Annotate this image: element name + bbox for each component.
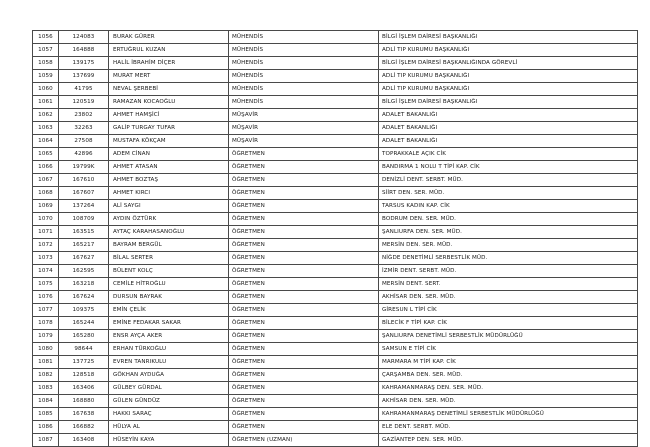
- full-name-cell: HAKKI SARAÇ: [109, 408, 229, 421]
- row-number-cell: 1064: [33, 135, 59, 148]
- job-title-cell: ÖĞRETMEN (UZMAN): [229, 434, 379, 447]
- job-title-cell: ÖĞRETMEN: [229, 421, 379, 434]
- registry-number-cell: 137725: [59, 356, 109, 369]
- row-number-cell: 1057: [33, 44, 59, 57]
- job-title-cell: ÖĞRETMEN: [229, 408, 379, 421]
- registry-number-cell: 41795: [59, 83, 109, 96]
- row-number-cell: 1086: [33, 421, 59, 434]
- row-number-cell: 1072: [33, 239, 59, 252]
- table-row: [33, 83, 638, 96]
- job-title-cell: ÖĞRETMEN: [229, 343, 379, 356]
- row-number-cell: 1074: [33, 265, 59, 278]
- job-title-cell: ÖĞRETMEN: [229, 187, 379, 200]
- assigned-unit-cell: TOPRAKKALE AÇIK CİK: [379, 148, 638, 161]
- row-number-cell: 1068: [33, 187, 59, 200]
- table-row: [33, 239, 638, 252]
- table-row: [33, 304, 638, 317]
- row-number-cell: 1056: [33, 31, 59, 44]
- row-number-cell: 1066: [33, 161, 59, 174]
- full-name-cell: AYTAÇ KARAHASANOĞLU: [109, 226, 229, 239]
- job-title-cell: MÜHENDİS: [229, 44, 379, 57]
- row-number-cell: 1075: [33, 278, 59, 291]
- row-number-cell: 1069: [33, 200, 59, 213]
- assigned-unit-cell: ADALET BAKANLIĞI: [379, 122, 638, 135]
- registry-number-cell: 27508: [59, 135, 109, 148]
- row-number-cell: 1082: [33, 369, 59, 382]
- assigned-unit-cell: ÇARŞAMBA DEN. SER. MÜD.: [379, 369, 638, 382]
- job-title-cell: ÖĞRETMEN: [229, 252, 379, 265]
- job-title-cell: ÖĞRETMEN: [229, 369, 379, 382]
- assigned-unit-cell: SAMSUN E TİPİ CİK: [379, 343, 638, 356]
- table-row: [33, 317, 638, 330]
- registry-number-cell: 42896: [59, 148, 109, 161]
- job-title-cell: MÜŞAVİR: [229, 109, 379, 122]
- full-name-cell: ENSR AYÇA AKER: [109, 330, 229, 343]
- full-name-cell: AYDIN ÖZTÜRK: [109, 213, 229, 226]
- full-name-cell: EMİN ÇELİK: [109, 304, 229, 317]
- full-name-cell: GÖKHAN AYDUĞA: [109, 369, 229, 382]
- registry-number-cell: 167607: [59, 187, 109, 200]
- full-name-cell: AHMET KIRCI: [109, 187, 229, 200]
- full-name-cell: MURAT MERT: [109, 70, 229, 83]
- row-number-cell: 1061: [33, 96, 59, 109]
- assigned-unit-cell: MERSİN DEN. SER. MÜD.: [379, 239, 638, 252]
- table-row: [33, 291, 638, 304]
- full-name-cell: HÜLYA AL: [109, 421, 229, 434]
- full-name-cell: NEVAL ŞERBEBİ: [109, 83, 229, 96]
- assigned-unit-cell: BODRUM DEN. SER. MÜD.: [379, 213, 638, 226]
- assigned-unit-cell: BİLGİ İŞLEM DAİRESİ BAŞKANLIĞI: [379, 96, 638, 109]
- registry-number-cell: 137264: [59, 200, 109, 213]
- table-row: [33, 57, 638, 70]
- assigned-unit-cell: ŞANLIURFA DEN. SER. MÜD.: [379, 226, 638, 239]
- assigned-unit-cell: ADALET BAKANLIĞI: [379, 109, 638, 122]
- table-row: [33, 161, 638, 174]
- personnel-table-body: [33, 31, 638, 447]
- full-name-cell: ERTUĞRUL KUZAN: [109, 44, 229, 57]
- registry-number-cell: 167624: [59, 291, 109, 304]
- table-row: [33, 174, 638, 187]
- assigned-unit-cell: ADALET BAKANLIĞI: [379, 135, 638, 148]
- row-number-cell: 1063: [33, 122, 59, 135]
- registry-number-cell: 163218: [59, 278, 109, 291]
- full-name-cell: AHMET ATASAN: [109, 161, 229, 174]
- row-number-cell: 1058: [33, 57, 59, 70]
- assigned-unit-cell: NİĞDE DENETİMLİ SERBESTLİK MÜD.: [379, 252, 638, 265]
- job-title-cell: ÖĞRETMEN: [229, 148, 379, 161]
- row-number-cell: 1087: [33, 434, 59, 447]
- registry-number-cell: 120519: [59, 96, 109, 109]
- job-title-cell: ÖĞRETMEN: [229, 356, 379, 369]
- full-name-cell: ERHAN TÜRKOĞLU: [109, 343, 229, 356]
- assigned-unit-cell: ELE DENT. SERBT. MÜD.: [379, 421, 638, 434]
- registry-number-cell: 19799K: [59, 161, 109, 174]
- table-row: [33, 96, 638, 109]
- table-row: [33, 369, 638, 382]
- assigned-unit-cell: İZMİR DENT. SERBT. MÜD.: [379, 265, 638, 278]
- full-name-cell: BİLAL SERTER: [109, 252, 229, 265]
- table-row: [33, 265, 638, 278]
- registry-number-cell: 168880: [59, 395, 109, 408]
- registry-number-cell: 139175: [59, 57, 109, 70]
- full-name-cell: AHMET BOZTAŞ: [109, 174, 229, 187]
- registry-number-cell: 165217: [59, 239, 109, 252]
- job-title-cell: ÖĞRETMEN: [229, 265, 379, 278]
- full-name-cell: ALİ SAYGI: [109, 200, 229, 213]
- row-number-cell: 1071: [33, 226, 59, 239]
- registry-number-cell: 164888: [59, 44, 109, 57]
- table-row: [33, 226, 638, 239]
- assigned-unit-cell: BANDIRMA 1 NOLU T TİPİ KAP. CİK: [379, 161, 638, 174]
- full-name-cell: HALİL İBRAHİM DİÇER: [109, 57, 229, 70]
- full-name-cell: MUSTAFA KÖKÇAM: [109, 135, 229, 148]
- registry-number-cell: 128518: [59, 369, 109, 382]
- job-title-cell: MÜHENDİS: [229, 83, 379, 96]
- job-title-cell: MÜHENDİS: [229, 31, 379, 44]
- job-title-cell: ÖĞRETMEN: [229, 161, 379, 174]
- table-row: [33, 31, 638, 44]
- row-number-cell: 1084: [33, 395, 59, 408]
- row-number-cell: 1081: [33, 356, 59, 369]
- assigned-unit-cell: MARMARA M TİPİ KAP. CİK: [379, 356, 638, 369]
- job-title-cell: ÖĞRETMEN: [229, 200, 379, 213]
- registry-number-cell: 124083: [59, 31, 109, 44]
- table-row: [33, 213, 638, 226]
- registry-number-cell: 163408: [59, 434, 109, 447]
- job-title-cell: MÜŞAVİR: [229, 135, 379, 148]
- job-title-cell: ÖĞRETMEN: [229, 226, 379, 239]
- personnel-table: [32, 30, 638, 447]
- row-number-cell: 1067: [33, 174, 59, 187]
- assigned-unit-cell: AKHİSAR DEN. SER. MÜD.: [379, 395, 638, 408]
- assigned-unit-cell: DENİZLİ DENT. SERBT. MÜD.: [379, 174, 638, 187]
- table-row: [33, 122, 638, 135]
- table-row: [33, 330, 638, 343]
- table-row: [33, 70, 638, 83]
- row-number-cell: 1079: [33, 330, 59, 343]
- row-number-cell: 1065: [33, 148, 59, 161]
- job-title-cell: ÖĞRETMEN: [229, 395, 379, 408]
- row-number-cell: 1062: [33, 109, 59, 122]
- full-name-cell: BURAK GÜRER: [109, 31, 229, 44]
- job-title-cell: ÖĞRETMEN: [229, 304, 379, 317]
- full-name-cell: DURSUN BAYRAK: [109, 291, 229, 304]
- job-title-cell: ÖĞRETMEN: [229, 317, 379, 330]
- registry-number-cell: 108709: [59, 213, 109, 226]
- row-number-cell: 1077: [33, 304, 59, 317]
- row-number-cell: 1083: [33, 382, 59, 395]
- assigned-unit-cell: BİLGİ İŞLEM DAİRESİ BAŞKANLIĞI: [379, 31, 638, 44]
- document-page: [32, 30, 637, 443]
- registry-number-cell: 167627: [59, 252, 109, 265]
- table-row: [33, 421, 638, 434]
- assigned-unit-cell: KAHRAMANMARAŞ DENETİMLİ SERBESTLİK MÜDÜRLÜĞÜ: [379, 408, 638, 421]
- table-row: [33, 200, 638, 213]
- full-name-cell: EVREN TANRIKULU: [109, 356, 229, 369]
- row-number-cell: 1059: [33, 70, 59, 83]
- row-number-cell: 1080: [33, 343, 59, 356]
- full-name-cell: BAYRAM BERGÜL: [109, 239, 229, 252]
- table-row: [33, 395, 638, 408]
- row-number-cell: 1073: [33, 252, 59, 265]
- job-title-cell: ÖĞRETMEN: [229, 382, 379, 395]
- table-row: [33, 356, 638, 369]
- full-name-cell: EMİNE FEDAKAR SAKAR: [109, 317, 229, 330]
- assigned-unit-cell: AKHİSAR DEN. SER. MÜD.: [379, 291, 638, 304]
- assigned-unit-cell: ADLİ TIP KURUMU BAŞKANLIĞI: [379, 70, 638, 83]
- assigned-unit-cell: BİLGİ İŞLEM DAİRESİ BAŞKANLIĞINDA GÖREVLİ: [379, 57, 638, 70]
- job-title-cell: ÖĞRETMEN: [229, 330, 379, 343]
- full-name-cell: GALİP TURGAY TUFAR: [109, 122, 229, 135]
- full-name-cell: ADEM CİNAN: [109, 148, 229, 161]
- row-number-cell: 1078: [33, 317, 59, 330]
- table-row: [33, 382, 638, 395]
- assigned-unit-cell: ŞANLIURFA DENETİMLİ SERBESTLİK MÜDÜRLÜĞÜ: [379, 330, 638, 343]
- table-row: [33, 343, 638, 356]
- full-name-cell: RAMAZAN KOCAOĞLU: [109, 96, 229, 109]
- full-name-cell: HÜSEYİN KAYA: [109, 434, 229, 447]
- table-row: [33, 278, 638, 291]
- registry-number-cell: 163515: [59, 226, 109, 239]
- job-title-cell: ÖĞRETMEN: [229, 291, 379, 304]
- registry-number-cell: 23802: [59, 109, 109, 122]
- full-name-cell: AHMET HAMŞİCİ: [109, 109, 229, 122]
- table-row: [33, 252, 638, 265]
- full-name-cell: BÜLENT KOLÇ: [109, 265, 229, 278]
- assigned-unit-cell: TARSUS KADIN KAP. CİK: [379, 200, 638, 213]
- assigned-unit-cell: GİRESUN L TİPİ CİK: [379, 304, 638, 317]
- registry-number-cell: 98644: [59, 343, 109, 356]
- full-name-cell: GÜLBEY GÜRDAL: [109, 382, 229, 395]
- table-row: [33, 135, 638, 148]
- registry-number-cell: 166882: [59, 421, 109, 434]
- registry-number-cell: 109375: [59, 304, 109, 317]
- registry-number-cell: 165280: [59, 330, 109, 343]
- assigned-unit-cell: BİLECİK F TİPİ KAP. CİK: [379, 317, 638, 330]
- registry-number-cell: 167610: [59, 174, 109, 187]
- assigned-unit-cell: GAZİANTEP DEN. SER. MÜD.: [379, 434, 638, 447]
- registry-number-cell: 32263: [59, 122, 109, 135]
- row-number-cell: 1070: [33, 213, 59, 226]
- job-title-cell: MÜHENDİS: [229, 96, 379, 109]
- table-row: [33, 187, 638, 200]
- job-title-cell: ÖĞRETMEN: [229, 174, 379, 187]
- full-name-cell: GÜLEN GÜNDÜZ: [109, 395, 229, 408]
- assigned-unit-cell: MERSİN DENT. SERT.: [379, 278, 638, 291]
- job-title-cell: MÜŞAVİR: [229, 122, 379, 135]
- registry-number-cell: 165244: [59, 317, 109, 330]
- assigned-unit-cell: KAHRAMANMARAŞ DEN. SER. MÜD.: [379, 382, 638, 395]
- registry-number-cell: 167638: [59, 408, 109, 421]
- registry-number-cell: 137699: [59, 70, 109, 83]
- assigned-unit-cell: SİİRT DEN. SER. MÜD.: [379, 187, 638, 200]
- job-title-cell: MÜHENDİS: [229, 70, 379, 83]
- assigned-unit-cell: ADLİ TIP KURUMU BAŞKANLIĞI: [379, 83, 638, 96]
- table-row: [33, 44, 638, 57]
- registry-number-cell: 163406: [59, 382, 109, 395]
- table-row: [33, 408, 638, 421]
- assigned-unit-cell: ADLİ TIP KURUMU BAŞKANLIĞI: [379, 44, 638, 57]
- row-number-cell: 1060: [33, 83, 59, 96]
- job-title-cell: MÜHENDİS: [229, 57, 379, 70]
- job-title-cell: ÖĞRETMEN: [229, 239, 379, 252]
- job-title-cell: ÖĞRETMEN: [229, 278, 379, 291]
- job-title-cell: ÖĞRETMEN: [229, 213, 379, 226]
- table-row: [33, 109, 638, 122]
- table-row: [33, 148, 638, 161]
- row-number-cell: 1085: [33, 408, 59, 421]
- full-name-cell: CEMİLE HİTROĞLU: [109, 278, 229, 291]
- row-number-cell: 1076: [33, 291, 59, 304]
- registry-number-cell: 162595: [59, 265, 109, 278]
- table-row: [33, 434, 638, 447]
